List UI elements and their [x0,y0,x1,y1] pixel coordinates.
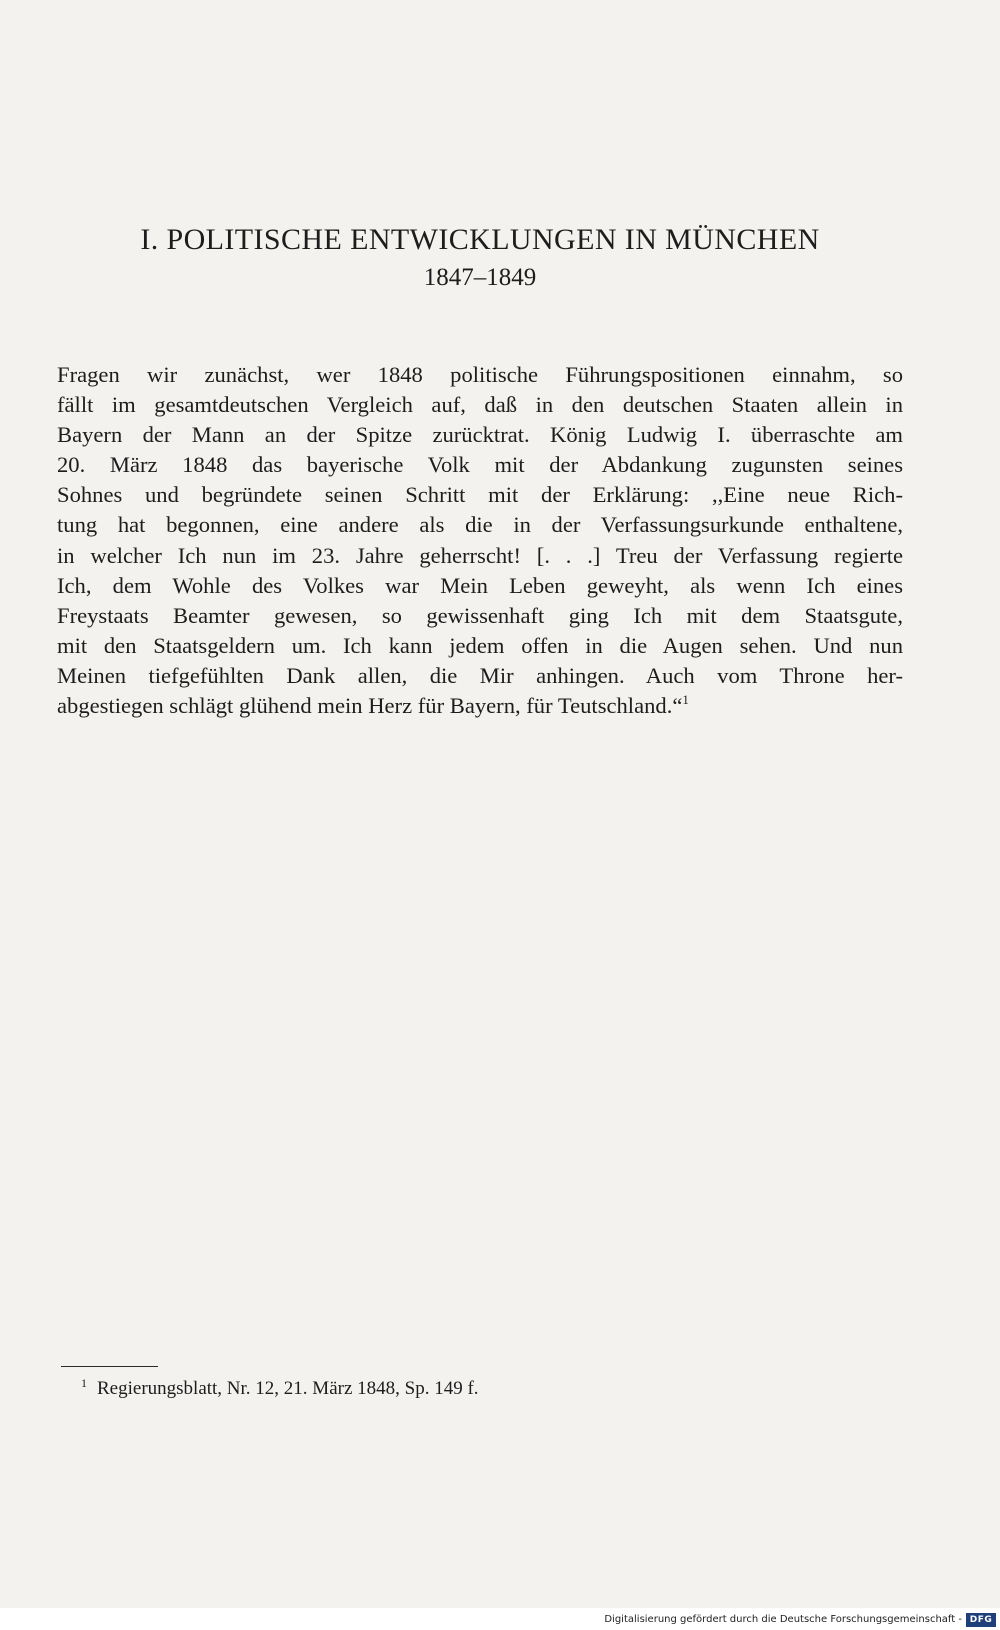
chapter-title: I. POLITISCHE ENTWICKLUNGEN IN MÜNCHEN [140,223,820,256]
digitization-bar [0,1608,1000,1630]
text-line-11: Meinen tiefgefühlten Dank allen, die Mir anhingen. Auch vom Throne her- [57,662,903,688]
text-line-1: Fragen wir zunächst, wer 1848 politische Führungspositionen einnahm, so [57,362,903,387]
footnote-reference[interactable]: 1 [682,692,689,708]
digitization-credit: Digitalisierung gefördert durch die Deutsche Forschungsgemeinschaft - [604,1614,962,1625]
text-line-5: Sohnes und begründete seinen Schritt mit der Erklärung: ,,Eine neue Rich- [57,482,903,508]
footnote-number: 1 [81,1376,87,1390]
text-line-8: Ich, dem Wohle des Volkes war Mein Leben geweyht, als wenn Ich eines [57,572,903,598]
text-line-7: in welcher Ich nun im 23. Jahre geherrscht! [. . .] Treu der Verfassung regierte [57,542,903,568]
text-line-2: fällt im gesamtdeutschen Vergleich auf, daß in den deutschen Staaten allein in [57,392,903,418]
dfg-logo: DFG [966,1613,996,1627]
text-line-6: tung hat begonnen, eine andere als die in der Verfassungsurkunde enthaltene, [57,512,903,538]
text-line-3: Bayern der Mann an der Spitze zurücktrat. König Ludwig I. überraschte am [57,422,903,448]
text-line-12 [57,691,903,721]
text-line-9: Freystaats Beamter gewesen, so gewissenhaft ging Ich mit dem Staatsgute, [57,602,903,628]
text-line-4: 20. März 1848 das bayerische Volk mit der Abdankung zugunsten seines [57,452,903,478]
body-paragraph [57,360,903,721]
text-line-10: mit den Staatsgeldern um. Ich kann jedem offen in die Augen sehen. Und nun [57,632,903,658]
footnote-separator [61,1366,158,1367]
footnote-text: Regierungsblatt, Nr. 12, 21. März 1848, Sp. 149 f. [97,1378,479,1399]
chapter-years: 1847–1849 [423,264,537,291]
footnote [81,1376,881,1402]
text-line-12-content: abgestiegen schlägt glühend mein Herz für Bayern, für Teutschland.“ [57,693,683,719]
